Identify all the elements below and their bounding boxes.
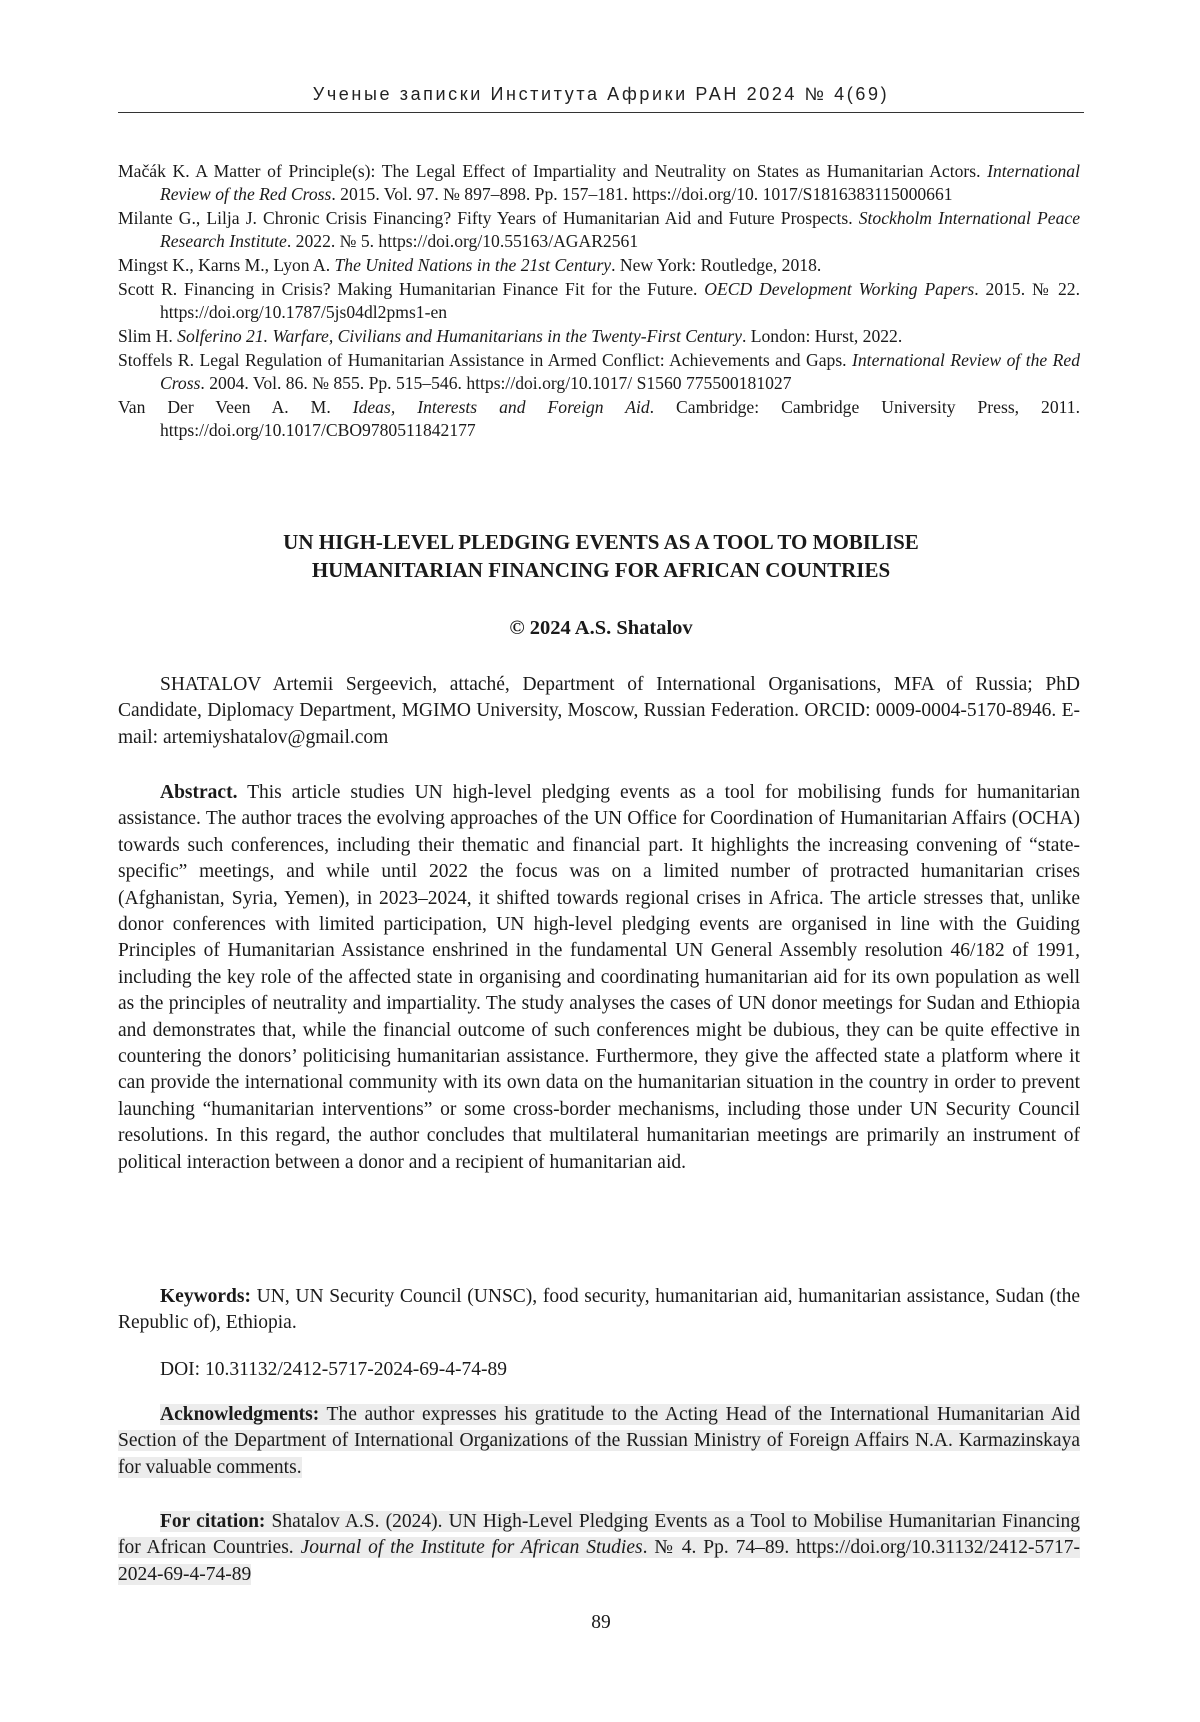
- keywords-text: UN, UN Security Council (UNSC), food security, humanitarian aid, humanitarian assistance, Sudan (the Republic of), Ethiopia.: [118, 1286, 1080, 1333]
- copyright-author: © 2024 A.S. Shatalov: [118, 617, 1084, 640]
- reference-list: [118, 160, 1080, 443]
- reference-item: Mingst K., Karns M., Lyon A. The United Nations in the 21st Century. New York: Routledge, 2018.: [118, 254, 1080, 277]
- article-title-line: UN HIGH-LEVEL PLEDGING EVENTS AS A TOOL TO MOBILISE: [283, 530, 919, 554]
- abstract-text: This article studies UN high-level pledging events as a tool for mobilising funds for humanitarian assistance. The author traces the evolving approaches of the UN Office for Coordination of Humanitarian Affairs (OCHA) towards such conferences, including their thematic and financial part. It highlights the increasing convening of “state-specific” meetings, and while until 2022 the focus was on a limited number of protracted humanitarian crises (Afghanistan, Syria, Yemen), in 2023–2024, it shifted towards regional crises in Africa. The article stresses that, unlike donor conferences with limited participation, UN high-level pledging events are organised in line with the Guiding Principles of Humanitarian Assistance enshrined in the fundamental UN General Assembly resolution 46/182 of 1991, including the key role of the affected state in organising and coordinating humanitarian aid for its own population as well as the principles of neutrality and impartiality. The study analyses the cases of UN donor meetings for Sudan and Ethiopia and demonstrates that, while the financial outcome of such conferences might be dubious, they can be quite effective in countering the donors’ politicising humanitarian assistance. Furthermore, they give the affected state a platform where it can provide the international community with its own data on the humanitarian situation in the country in order to prevent launching “humanitarian interventions” or some cross-border mechanisms, including those under UN Security Council resolutions. In this regard, the author concludes that multilateral humanitarian meetings are primarily an instrument of political interaction between a donor and a recipient of humanitarian aid.: [118, 782, 1080, 1173]
- citation: For citation: Shatalov A.S. (2024). UN High-Level Pledging Events as a Tool to Mobilise Humanitarian Financing for African Countries. Journal of the Institute for African Studies. № 4. Pp. 74–89. https://doi.org/10.31132/2412-5717-2024-69-4-74-89: [118, 1509, 1080, 1588]
- reference-item: Stoffels R. Legal Regulation of Humanitarian Assistance in Armed Conflict: Achievements and Gaps. International Review of the Red Cross. 2004. Vol. 86. № 855. Pp. 515–546. https://doi.org/10.1017/ S1560 775500181027: [118, 349, 1080, 395]
- article-title: [118, 528, 1084, 584]
- citation-label: For citation:: [160, 1511, 265, 1532]
- acknowledgments-text: The author expresses his gratitude to the Acting Head of the International Humanitarian Aid Section of the Department of International Organizations of the Russian Ministry of Foreign Affairs N.A. Karmazinskaya for valuable comments.: [118, 1404, 1080, 1478]
- keywords: [118, 1284, 1080, 1337]
- reference-item: Scott R. Financing in Crisis? Making Humanitarian Finance Fit for the Future. OECD Development Working Papers. 2015. № 22. https://doi.org/10.1787/5js04dl2pms1-en: [118, 278, 1080, 324]
- abstract: [118, 780, 1080, 1176]
- acknowledgments-label: Acknowledgments:: [160, 1404, 319, 1425]
- article-title-line: HUMANITARIAN FINANCING FOR AFRICAN COUNTRIES: [312, 558, 890, 582]
- abstract-label: Abstract.: [160, 782, 237, 803]
- page-number: 89: [118, 1612, 1084, 1634]
- journal-page: [0, 0, 1200, 1722]
- header-rule: [118, 112, 1084, 113]
- author-affiliation: SHATALOV Artemii Sergeevich, attaché, Department of International Organisations, MFA of Russia; PhD Candidate, Diplomacy Department, MGIMO University, Moscow, Russian Federation. ORCID: 0009-0004-5170-8946. E-mail: artemiyshatalov@gmail.com: [118, 672, 1080, 751]
- keywords-label: Keywords:: [160, 1286, 251, 1307]
- reference-item: Milante G., Lilja J. Chronic Crisis Financing? Fifty Years of Humanitarian Aid and Future Prospects. Stockholm International Peace Research Institute. 2022. № 5. https://doi.org/10.55163/AGAR2561: [118, 207, 1080, 253]
- doi: DOI: 10.31132/2412-5717-2024-69-4-74-89: [118, 1357, 1080, 1383]
- reference-item: Mačák K. A Matter of Principle(s): The Legal Effect of Impartiality and Neutrality on States as Humanitarian Actors. International Review of the Red Cross. 2015. Vol. 97. № 897–898. Pp. 157–181. https://doi.org/10. 1017/S1816383115000661: [118, 160, 1080, 206]
- running-head: Ученые записки Института Африки РАН 2024 № 4(69): [118, 84, 1084, 105]
- acknowledgments: [118, 1402, 1080, 1481]
- reference-item: Slim H. Solferino 21. Warfare, Civilians and Humanitarians in the Twenty-First Century. London: Hurst, 2022.: [118, 325, 1080, 348]
- reference-item: Van Der Veen A. M. Ideas, Interests and Foreign Aid. Cambridge: Cambridge University Press, 2011. https://doi.org/10.1017/CBO9780511842177: [118, 396, 1080, 442]
